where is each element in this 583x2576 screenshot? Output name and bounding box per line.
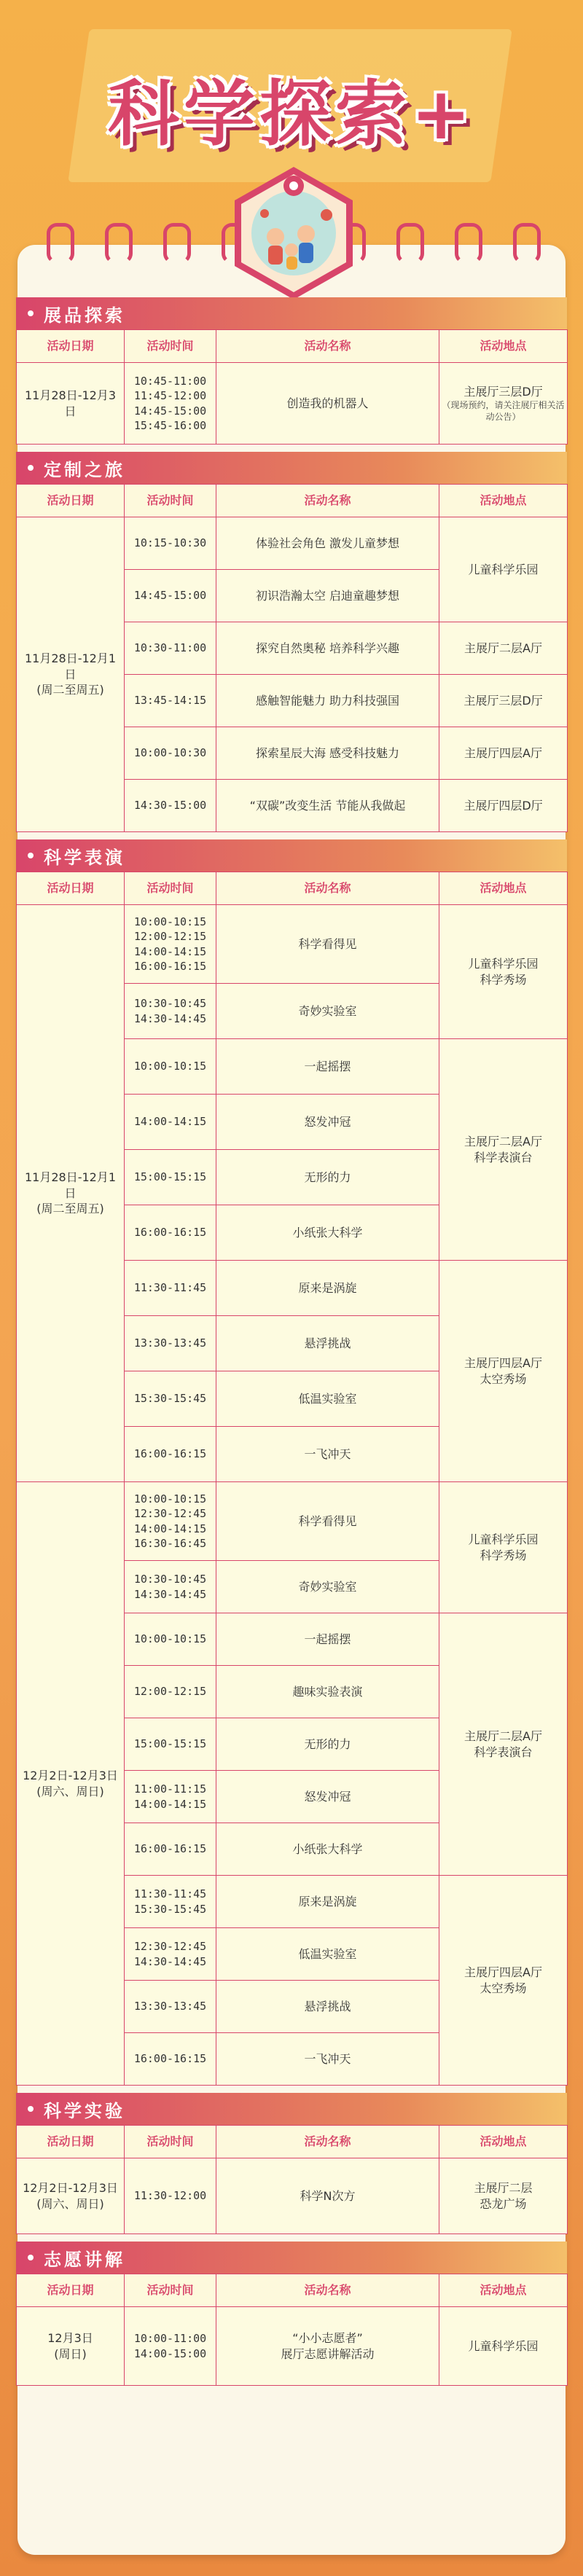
place-cell — [439, 363, 568, 445]
activity-cell: 怒发冲冠 — [216, 1771, 439, 1823]
time-cell: 15:00-15:15 — [125, 1150, 216, 1205]
activity-cell: 探究自然奥秘 培养科学兴趣 — [216, 622, 439, 675]
activity-cell: 探索星辰大海 感受科技魅力 — [216, 727, 439, 780]
col-date: 活动日期 — [17, 330, 125, 363]
time-cell: 10:00-11:00 14:00-15:00 — [125, 2307, 216, 2386]
section-header — [16, 452, 567, 484]
section-science-show — [16, 839, 567, 2086]
col-place: 活动地点 — [439, 2274, 568, 2307]
time-cell: 11:00-11:15 14:00-14:15 — [125, 1771, 216, 1823]
time-cell: 15:30-15:45 — [125, 1371, 216, 1427]
schedule-content — [16, 297, 567, 2393]
section-title: 展品探索 — [44, 305, 125, 326]
col-date: 活动日期 — [17, 2126, 125, 2158]
time-cell: 10:30-10:45 14:30-14:45 — [125, 984, 216, 1039]
activity-cell: 科学看得见 — [216, 905, 439, 984]
col-place: 活动地点 — [439, 485, 568, 517]
title-wrap — [0, 57, 583, 160]
time-line: 15:45-16:00 — [133, 418, 207, 432]
activity-cell: “小小志愿者” 展厅志愿讲解活动 — [216, 2307, 439, 2386]
activity-cell: 小纸张大科学 — [216, 1823, 439, 1876]
col-name: 活动名称 — [216, 2126, 439, 2158]
time-cell: 13:45-14:15 — [125, 675, 216, 727]
time-cell: 10:00-10:15 — [125, 1613, 216, 1666]
activity-cell: 悬浮挑战 — [216, 1981, 439, 2033]
section-header — [16, 839, 567, 872]
place-cell: 主展厅二层 恐龙广场 — [439, 2158, 568, 2234]
time-cell: 12:00-12:15 — [125, 1666, 216, 1718]
time-cell: 10:00-10:15 — [125, 1039, 216, 1095]
time-cell: 12:30-12:45 14:30-14:45 — [125, 1928, 216, 1981]
place-cell: 儿童科学乐园 科学秀场 — [439, 1482, 568, 1613]
time-cell: 10:00-10:15 12:00-12:15 14:00-14:15 16:00-16:15 — [125, 905, 216, 984]
place-cell: 主展厅二层A厅 科学表演台 — [439, 1613, 568, 1876]
place-cell: 儿童科学乐园 — [439, 517, 568, 622]
schedule-table — [16, 2274, 568, 2386]
time-cell: 11:30-11:45 15:30-15:45 — [125, 1876, 216, 1928]
activity-cell: “双碳”改变生活 节能从我做起 — [216, 780, 439, 832]
col-place: 活动地点 — [439, 2126, 568, 2158]
place-cell: 主展厅四层A厅 — [439, 727, 568, 780]
time-cell: 14:30-15:00 — [125, 780, 216, 832]
section-exhibit-explore — [16, 297, 567, 445]
activity-cell: 原来是涡旋 — [216, 1261, 439, 1316]
col-name: 活动名称 — [216, 872, 439, 905]
time-cell: 16:00-16:15 — [125, 1205, 216, 1261]
time-cell: 16:00-16:15 — [125, 1823, 216, 1876]
date-cell: 11月28日-12月1日 (周二至周五) — [17, 517, 125, 832]
date-cell: 12月3日 (周日) — [17, 2307, 125, 2386]
place-text: 主展厅三层D厅 — [463, 384, 543, 399]
col-place: 活动地点 — [439, 330, 568, 363]
col-name: 活动名称 — [216, 2274, 439, 2307]
col-time: 活动时间 — [125, 872, 216, 905]
section-header — [16, 2093, 567, 2125]
activity-cell: 感触智能魅力 助力科技强国 — [216, 675, 439, 727]
time-line: 11:45-12:00 — [133, 389, 207, 403]
activity-cell: 无形的力 — [216, 1718, 439, 1771]
col-time: 活动时间 — [125, 330, 216, 363]
activity-cell: 一飞冲天 — [216, 1427, 439, 1482]
place-cell: 主展厅四层A厅 太空秀场 — [439, 1876, 568, 2086]
activity-cell: 体验社会角色 激发儿童梦想 — [216, 517, 439, 570]
time-cell: 11:30-12:00 — [125, 2158, 216, 2234]
section-header — [16, 297, 567, 329]
col-place: 活动地点 — [439, 872, 568, 905]
time-cell: 13:30-13:45 — [125, 1316, 216, 1371]
section-title: 科学表演 — [44, 847, 125, 868]
place-cell: 主展厅四层D厅 — [439, 780, 568, 832]
time-cell: 14:45-15:00 — [125, 570, 216, 622]
activity-cell: 悬浮挑战 — [216, 1316, 439, 1371]
col-name: 活动名称 — [216, 485, 439, 517]
activity-cell: 科学N次方 — [216, 2158, 439, 2234]
emblem-illustration — [224, 164, 363, 302]
col-date: 活动日期 — [17, 485, 125, 517]
activity-cell: 奇妙实验室 — [216, 1561, 439, 1613]
date-cell: 11月28日-12月3日 — [17, 363, 125, 445]
section-custom-tour — [16, 452, 567, 832]
section-title: 定制之旅 — [44, 459, 125, 480]
col-date: 活动日期 — [17, 872, 125, 905]
time-cell: 16:00-16:15 — [125, 2033, 216, 2086]
time-cell: 10:00-10:15 12:30-12:45 14:00-14:15 16:30-16:45 — [125, 1482, 216, 1561]
place-cell: 主展厅二层A厅 科学表演台 — [439, 1039, 568, 1261]
activity-cell: 怒发冲冠 — [216, 1095, 439, 1150]
schedule-table — [16, 872, 568, 2086]
date-cell: 11月28日-12月1日 (周二至周五) — [17, 905, 125, 1482]
activity-cell: 一飞冲天 — [216, 2033, 439, 2086]
activity-cell: 趣味实验表演 — [216, 1666, 439, 1718]
activity-cell: 初识浩瀚太空 启迪童趣梦想 — [216, 570, 439, 622]
place-cell: 儿童科学乐园 — [439, 2307, 568, 2386]
col-name: 活动名称 — [216, 330, 439, 363]
activity-cell: 小纸张大科学 — [216, 1205, 439, 1261]
time-cell: 15:00-15:15 — [125, 1718, 216, 1771]
col-time: 活动时间 — [125, 2126, 216, 2158]
activity-cell: 一起摇摆 — [216, 1039, 439, 1095]
page-title: 科学探索+ — [107, 73, 476, 156]
section-title: 志愿讲解 — [44, 2249, 125, 2270]
section-header — [16, 2242, 567, 2274]
place-note: （现场预约，请关注展厅相关活动公告） — [442, 400, 565, 423]
activity-cell: 原来是涡旋 — [216, 1876, 439, 1928]
activity-cell: 一起摇摆 — [216, 1613, 439, 1666]
time-cell: 16:00-16:15 — [125, 1427, 216, 1482]
time-cell: 14:00-14:15 — [125, 1095, 216, 1150]
place-cell: 儿童科学乐园 科学秀场 — [439, 905, 568, 1039]
time-cell: 11:30-11:45 — [125, 1261, 216, 1316]
time-line: 14:45-15:00 — [133, 404, 207, 418]
time-cell: 10:30-11:00 — [125, 622, 216, 675]
place-cell: 主展厅三层D厅 — [439, 675, 568, 727]
time-line: 10:45-11:00 — [133, 375, 207, 388]
activity-cell: 科学看得见 — [216, 1482, 439, 1561]
activity-cell: 无形的力 — [216, 1150, 439, 1205]
section-volunteer-guide — [16, 2242, 567, 2386]
activity-cell: 奇妙实验室 — [216, 984, 439, 1039]
place-cell: 主展厅四层A厅 太空秀场 — [439, 1261, 568, 1482]
col-time: 活动时间 — [125, 485, 216, 517]
schedule-table — [16, 484, 568, 832]
activity-cell: 低温实验室 — [216, 1371, 439, 1427]
time-cell: 10:30-10:45 14:30-14:45 — [125, 1561, 216, 1613]
time-cell: 13:30-13:45 — [125, 1981, 216, 2033]
col-date: 活动日期 — [17, 2274, 125, 2307]
schedule-table — [16, 329, 568, 445]
time-cell: 10:15-10:30 — [125, 517, 216, 570]
section-title: 科学实验 — [44, 2100, 125, 2121]
place-cell: 主展厅二层A厅 — [439, 622, 568, 675]
date-cell: 12月2日-12月3日 (周六、周日) — [17, 2158, 125, 2234]
time-cell — [125, 363, 216, 445]
schedule-table — [16, 2125, 568, 2234]
col-time: 活动时间 — [125, 2274, 216, 2307]
section-science-experiment — [16, 2093, 567, 2234]
activity-cell: 创造我的机器人 — [216, 363, 439, 445]
time-cell: 10:00-10:30 — [125, 727, 216, 780]
activity-cell: 低温实验室 — [216, 1928, 439, 1981]
date-cell: 12月2日-12月3日 (周六、周日) — [17, 1482, 125, 2086]
